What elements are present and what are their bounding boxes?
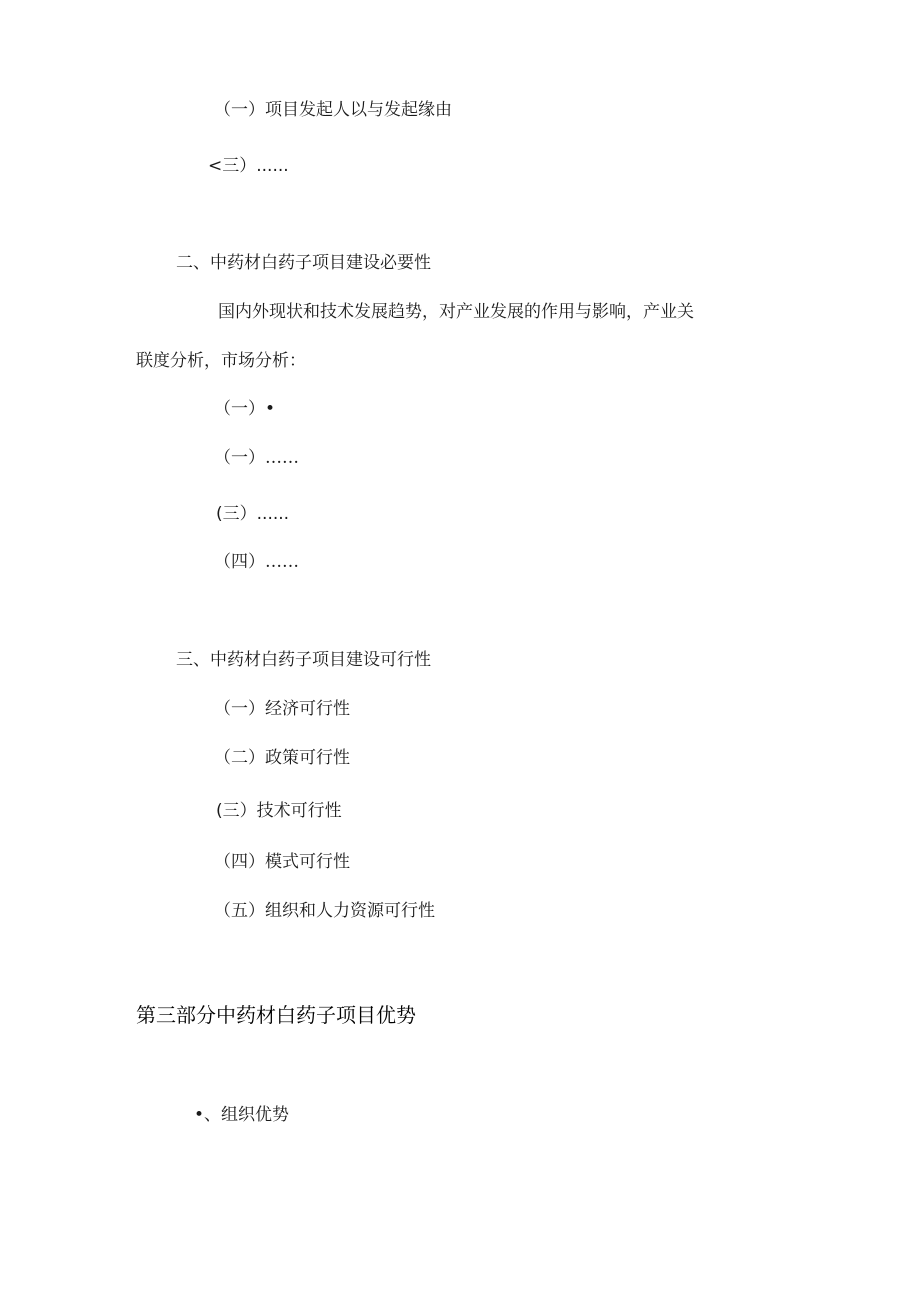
section3-item-5: （五）组织和人力资源可行性 — [214, 901, 435, 921]
section2-title: 二、中药材白药子项目建设必要性 — [176, 253, 431, 273]
section3-title: 三、中药材白药子项目建设可行性 — [176, 650, 431, 670]
section2-item-3: (三）...... — [216, 504, 290, 524]
section1-item-3: <三）...... — [208, 156, 289, 176]
part3-title: 第三部分中药材白药子项目优势 — [136, 1003, 416, 1027]
section2-item-2: （一）…… — [214, 448, 299, 468]
section3-item-4: （四）模式可行性 — [214, 852, 350, 872]
section2-item-4: （四）…… — [214, 552, 299, 572]
section2-item-1: （一）• — [214, 399, 276, 419]
section2-intro-line-1: 国内外现状和技术发展趋势，对产业发展的作用与影响，产业关 — [218, 302, 694, 322]
section3-item-2: （二）政策可行性 — [214, 748, 350, 768]
section3-item-3: (三）技术可行性 — [216, 801, 342, 821]
section3-item-1: （一）经济可行性 — [214, 699, 350, 719]
section1-item-1: （一）项目发起人以与发起缘由 — [214, 100, 452, 120]
part3-item-1: •、组织优势 — [194, 1105, 290, 1125]
section2-intro-line-2: 联度分析，市场分析： — [136, 351, 306, 371]
